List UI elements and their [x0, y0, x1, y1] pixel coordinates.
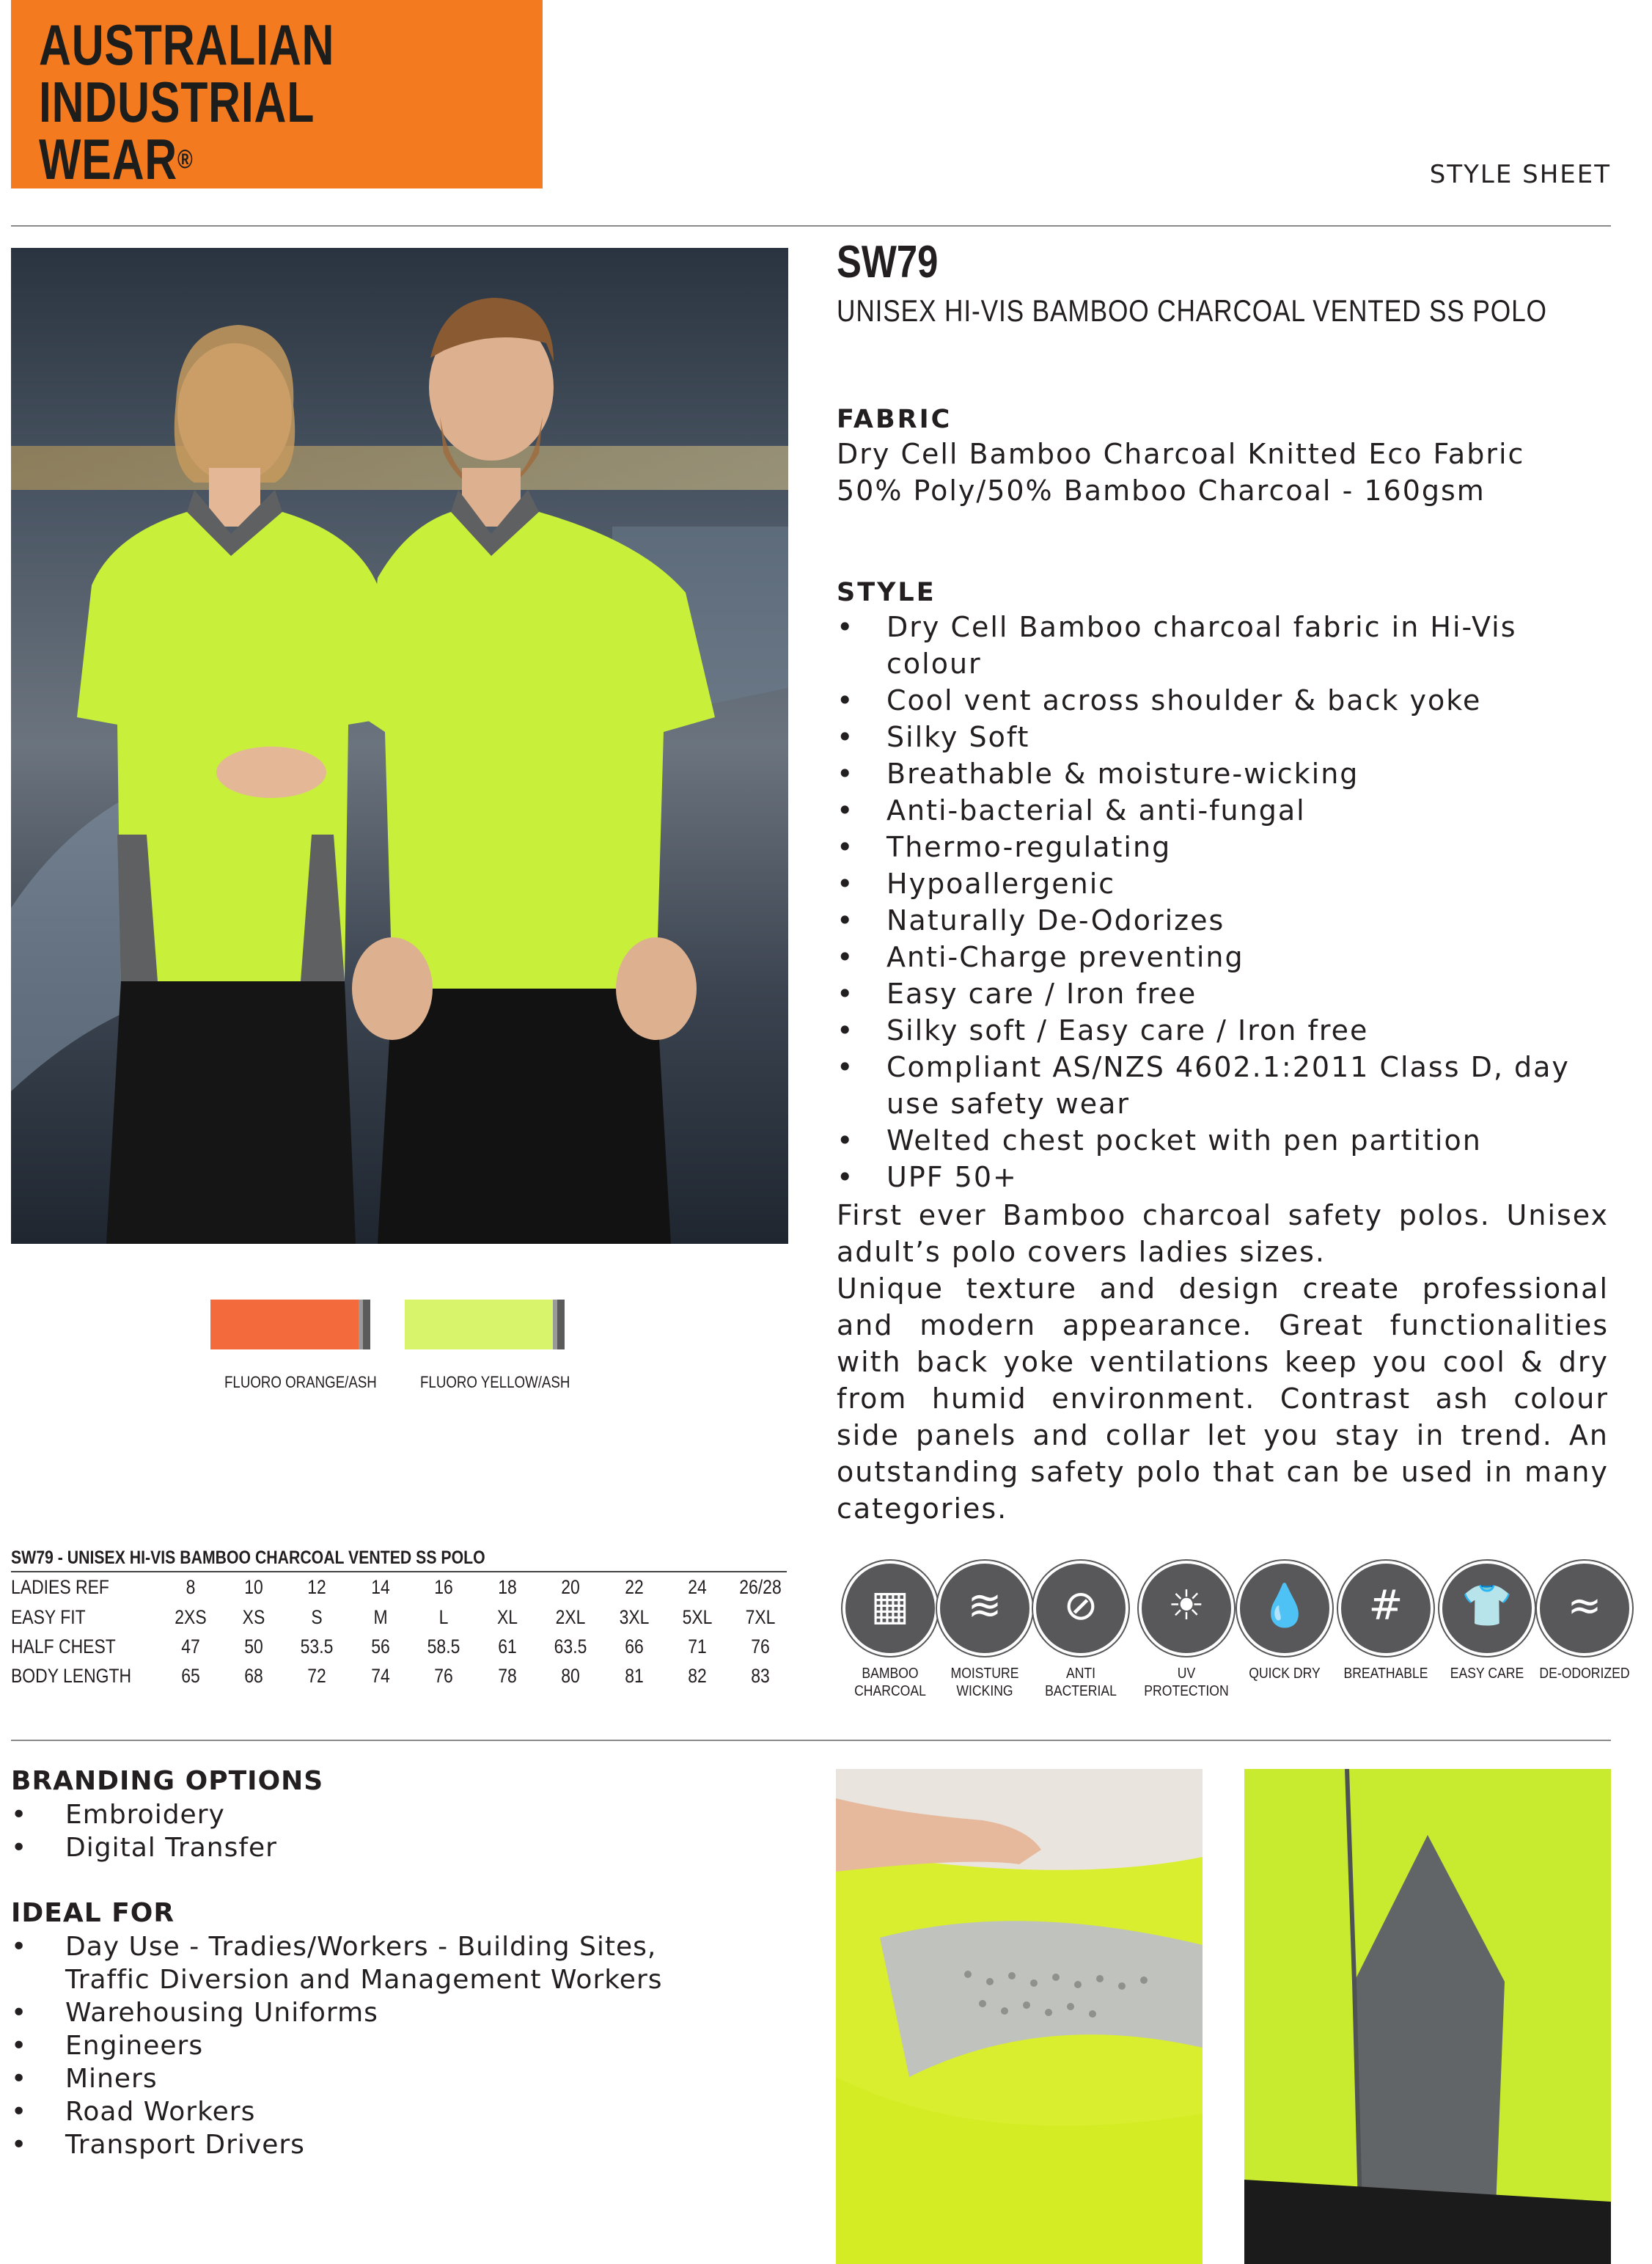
size-cell: 72: [307, 1665, 326, 1687]
style-title: STYLE: [837, 578, 936, 607]
feature-label-line: BAMBOO: [862, 1666, 919, 1682]
feature-label: [939, 1665, 1029, 1700]
feature-label: [1141, 1665, 1231, 1700]
uv-protection-icon: [1139, 1561, 1234, 1656]
feature-label-line: QUICK DRY: [1249, 1666, 1321, 1682]
hero-photo: [11, 248, 788, 1244]
logo-line-1: AUSTRALIAN: [39, 12, 335, 77]
size-cell: 16: [434, 1576, 453, 1598]
ideal-for-item: • Transport Drivers: [11, 2128, 693, 2161]
moisture-wicking-icon: [937, 1561, 1032, 1656]
size-cell: 10: [244, 1576, 263, 1598]
ideal-for-item: • Miners: [11, 2062, 693, 2095]
detail-photo-side-panel: [1244, 1769, 1611, 2264]
style-item: • Anti-bacterial & anti-fungal: [837, 792, 1607, 829]
size-row-label: LADIES REF: [11, 1576, 109, 1598]
ideal-for-item: • Day Use - Tradies/Workers - Building Sites, Traffic Diversion and Management Workers: [11, 1930, 693, 1996]
feature-label: [1340, 1665, 1431, 1682]
brand-logo: [11, 0, 543, 191]
style-item: • Silky Soft: [837, 719, 1607, 755]
style-item: • Anti-Charge preventing: [837, 939, 1607, 975]
size-cell: 80: [561, 1665, 580, 1687]
size-cell: 26/28: [739, 1576, 782, 1598]
ideal-for-title: IDEAL FOR: [11, 1898, 175, 1928]
description-paragraph-2: Unique texture and design create professional and modern appearance. Great functionalities with back yoke ventilations keep you cool & dry from humid environment. Contrast ash colour side panels and collar let you stay in trend. An outstanding safety polo that can be used in many categories.: [837, 1272, 1609, 1525]
ideal-for-item: • Road Workers: [11, 2095, 693, 2128]
feature-label: [1239, 1665, 1329, 1682]
style-item: • Compliant AS/NZS 4602.1:2011 Class D, day use safety wear: [837, 1049, 1607, 1122]
feature-uv-protection: [1135, 1561, 1238, 1700]
size-cell: 76: [434, 1665, 453, 1687]
size-cell: 66: [625, 1635, 644, 1657]
size-cell: 24: [688, 1576, 707, 1598]
feature-label-line: UV PROTECTION: [1144, 1666, 1229, 1699]
size-cell: 2XS: [175, 1606, 207, 1628]
fabric-line-1: Dry Cell Bamboo Charcoal Knitted Eco Fabric: [837, 438, 1525, 470]
vent-detail-illustration: [836, 1769, 1203, 2264]
swatch-fluoro-orange-ash: [210, 1300, 370, 1349]
size-cell: 76: [751, 1635, 770, 1657]
size-cell: 74: [371, 1665, 390, 1687]
size-cell: XL: [496, 1606, 518, 1628]
feature-label-line: EASY CARE: [1450, 1666, 1524, 1682]
feature-glyph: ▦: [870, 1582, 910, 1630]
swatch-ash-edge: [363, 1300, 370, 1349]
bamboo-charcoal-icon: [842, 1561, 938, 1656]
logo-line-3-text: WEAR: [39, 127, 178, 191]
feature-glyph: ≈: [1567, 1582, 1602, 1630]
lower-divider: [11, 1740, 1611, 1741]
feature-easy-care: [1436, 1561, 1538, 1682]
feature-label-line: DE-ODORIZED: [1539, 1666, 1630, 1682]
size-cell: 3XL: [619, 1606, 650, 1628]
feature-label-line: BREATHABLE: [1343, 1666, 1428, 1682]
feature-label-line: CHARCOAL: [854, 1683, 926, 1699]
feature-label-line: ANTI BACTERIAL: [1045, 1666, 1117, 1699]
size-cell: 83: [751, 1665, 770, 1687]
size-cell: 20: [561, 1576, 580, 1598]
size-cell: 58.5: [427, 1635, 460, 1657]
de-odorized-icon: [1537, 1561, 1632, 1656]
size-cell: 68: [244, 1665, 263, 1687]
size-cell: 7XL: [745, 1606, 776, 1628]
style-item: • Naturally De-Odorizes: [837, 902, 1607, 939]
size-cell: 14: [371, 1576, 390, 1598]
ideal-for-item: • Warehousing Uniforms: [11, 1996, 693, 2029]
size-cell: 22: [625, 1576, 644, 1598]
easy-care-icon: [1439, 1561, 1535, 1656]
product-description: [837, 1197, 1609, 1527]
size-cell: 63.5: [554, 1635, 587, 1657]
feature-breathable: [1335, 1561, 1437, 1682]
swatch-label-orange: FLUORO ORANGE/ASH: [224, 1373, 377, 1391]
feature-label: [1539, 1665, 1629, 1682]
size-cell: 12: [307, 1576, 326, 1598]
size-chart-title: SW79 - UNISEX HI-VIS BAMBOO CHARCOAL VENTED SS POLO: [11, 1547, 485, 1568]
description-paragraph-1: First ever Bamboo charcoal safety polos. Unisex adult’s polo covers ladies sizes.: [837, 1199, 1609, 1268]
size-cell: 8: [186, 1576, 196, 1598]
registered-mark: ®: [177, 144, 194, 174]
feature-glyph: ☀: [1167, 1582, 1205, 1630]
size-row-label: BODY LENGTH: [11, 1665, 132, 1687]
size-cell: 50: [244, 1635, 263, 1657]
style-item: • Thermo-regulating: [837, 829, 1607, 865]
style-item: • Hypoallergenic: [837, 865, 1607, 902]
ideal-for-list: [11, 1930, 693, 2161]
size-cell: S: [311, 1606, 323, 1628]
size-chart-divider: [11, 1571, 787, 1572]
feature-quick-dry: [1233, 1561, 1336, 1682]
size-cell: L: [438, 1606, 449, 1628]
feature-glyph: 💧: [1259, 1582, 1310, 1630]
size-cell: 18: [498, 1576, 517, 1598]
size-cell: 47: [181, 1635, 200, 1657]
style-item: • Welted chest pocket with pen partition: [837, 1122, 1607, 1159]
size-cell: 5XL: [682, 1606, 713, 1628]
style-sheet-label: STYLE SHEET: [1429, 160, 1611, 189]
fabric-title: FABRIC: [837, 405, 952, 434]
feature-de-odorized: [1533, 1561, 1636, 1682]
feature-glyph: ≋: [967, 1582, 1002, 1630]
size-row-label: HALF CHEST: [11, 1635, 116, 1657]
feature-glyph: #: [1368, 1582, 1403, 1630]
product-code: SW79: [837, 237, 939, 287]
size-row: [11, 1633, 787, 1662]
feature-glyph: ⊘: [1063, 1582, 1098, 1630]
size-row: [11, 1662, 787, 1691]
fabric-line-2: 50% Poly/50% Bamboo Charcoal - 160gsm: [837, 475, 1486, 507]
branding-title: BRANDING OPTIONS: [11, 1766, 324, 1796]
size-cell: XS: [242, 1606, 265, 1628]
style-features-list: [837, 609, 1607, 1195]
feature-bamboo-charcoal: [839, 1561, 941, 1700]
feature-anti-bacterial: [1029, 1561, 1132, 1700]
logo-line-3: [39, 127, 194, 191]
branding-item: • Digital Transfer: [11, 1831, 744, 1864]
style-item: • Silky soft / Easy care / Iron free: [837, 1012, 1607, 1049]
size-row: [11, 1573, 787, 1602]
swatch-ash-edge: [557, 1300, 565, 1349]
branding-item: • Embroidery: [11, 1798, 744, 1831]
size-row-label: EASY FIT: [11, 1606, 86, 1628]
size-cell: 78: [498, 1665, 517, 1687]
quick-dry-icon: [1237, 1561, 1332, 1656]
size-cell: M: [373, 1606, 388, 1628]
ideal-for-item: • Engineers: [11, 2029, 693, 2062]
feature-label: [1035, 1665, 1126, 1700]
models-illustration: [11, 248, 788, 1244]
branding-list: [11, 1798, 744, 1864]
style-item: • Dry Cell Bamboo charcoal fabric in Hi-Vis colour: [837, 609, 1607, 682]
feature-label: [1442, 1665, 1532, 1682]
size-cell: 53.5: [300, 1635, 334, 1657]
size-cell: 82: [688, 1665, 707, 1687]
product-name: UNISEX HI-VIS BAMBOO CHARCOAL VENTED SS POLO: [837, 293, 1547, 328]
swatch-fluoro-yellow-ash: [405, 1300, 565, 1349]
feature-glyph: 👕: [1461, 1582, 1513, 1630]
swatch-label-yellow: FLUORO YELLOW/ASH: [420, 1373, 570, 1391]
size-cell: 81: [625, 1665, 644, 1687]
detail-photo-vent: [836, 1769, 1203, 2264]
size-cell: 61: [498, 1635, 517, 1657]
feature-label-line: MOISTURE: [950, 1666, 1019, 1682]
style-item: • Easy care / Iron free: [837, 975, 1607, 1012]
anti-bacterial-icon: [1033, 1561, 1128, 1656]
header-divider: [11, 225, 1611, 227]
size-cell: 65: [181, 1665, 200, 1687]
size-row: [11, 1603, 787, 1633]
feature-label-line: WICKING: [956, 1683, 1013, 1699]
side-panel-illustration: [1244, 1769, 1611, 2264]
style-item: • UPF 50+: [837, 1159, 1607, 1195]
feature-label: [845, 1665, 935, 1700]
style-item: • Breathable & moisture-wicking: [837, 755, 1607, 792]
size-cell: 71: [688, 1635, 707, 1657]
logo-line-2: INDUSTRIAL: [39, 70, 315, 134]
feature-moisture-wicking: [933, 1561, 1036, 1700]
style-item: • Cool vent across shoulder & back yoke: [837, 682, 1607, 719]
size-cell: 56: [371, 1635, 390, 1657]
size-cell: 2XL: [555, 1606, 586, 1628]
breathable-icon: [1338, 1561, 1433, 1656]
